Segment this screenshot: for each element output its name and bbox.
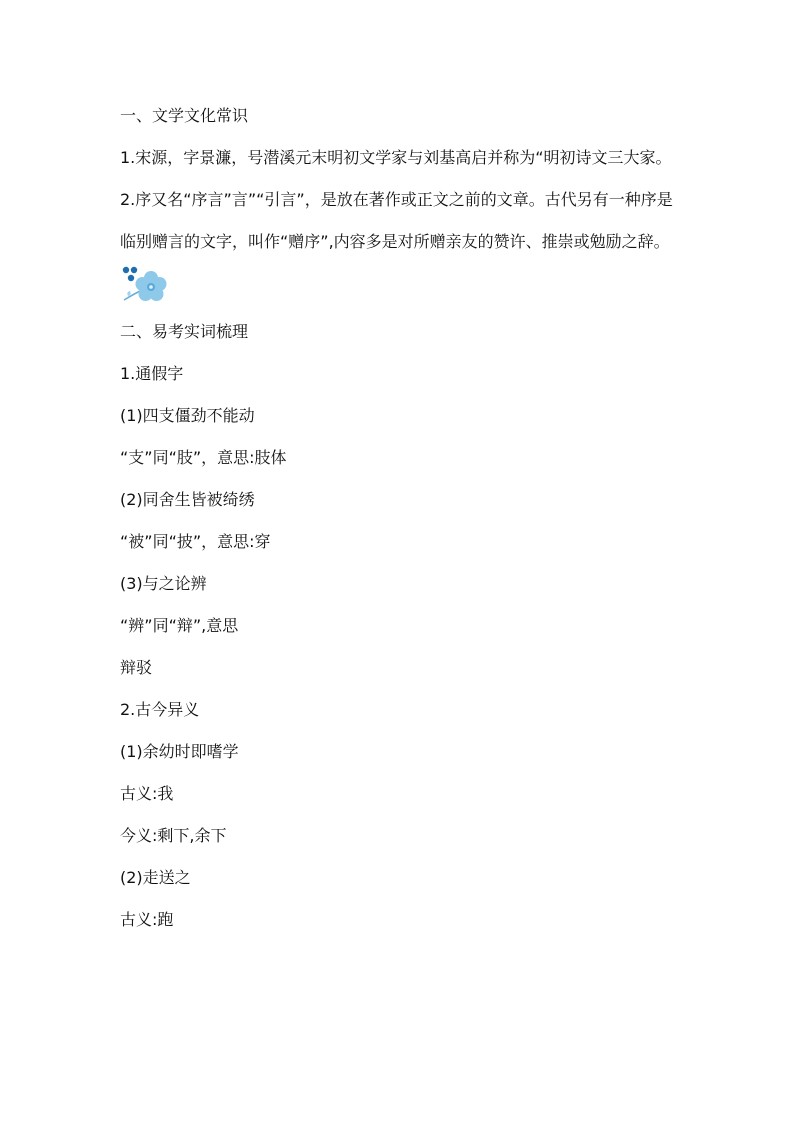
literature-item-1: 1.宋源，字景濂，号潜溪元末明初文学家与刘基高启并称为“明初诗文三大家。	[120, 148, 672, 167]
tongjia-1-note: “支”同“肢”，意思:肢体	[120, 448, 287, 467]
tongjia-1-sentence: (1)四支僵劲不能动	[120, 406, 255, 425]
subsection-title-tongjia: 1.通假字	[120, 364, 184, 383]
section-heading-literature: 一、文学文化常识	[120, 106, 249, 125]
section-heading-vocabulary: 二、易考实词梳理	[120, 322, 249, 341]
subsection-title-gujin: 2.古今异义	[120, 700, 200, 719]
tongjia-3-meaning: 辩驳	[120, 658, 153, 677]
tongjia-3-sentence: (3)与之论辨	[120, 574, 207, 593]
gujin-2-old-meaning: 古义:跑	[120, 910, 174, 929]
gujin-1-old-meaning: 古义:我	[120, 784, 174, 803]
gujin-1-new-meaning: 今义:剩下,余下	[120, 826, 227, 845]
tongjia-2-sentence: (2)同舍生皆被绮绣	[120, 490, 255, 509]
document-page	[120, 102, 680, 948]
literature-item-2: 2.序又名“序言”言”“引言”，是放在著作或正文之前的文章。古代另有一种序是临别赠言的文字，叫作“赠序”,内容多是对所赠亲友的赞许、推崇或勉励之辞。	[120, 190, 673, 251]
gujin-1-sentence: (1)余幼时即嗜学	[120, 742, 239, 761]
tongjia-3-note: “辨”同“辩”,意思	[120, 616, 239, 635]
gujin-2-sentence: (2)走送之	[120, 868, 191, 887]
tongjia-2-note: “被”同“披”，意思:穿	[120, 532, 271, 551]
blue-flower-decoration-icon	[120, 264, 168, 306]
